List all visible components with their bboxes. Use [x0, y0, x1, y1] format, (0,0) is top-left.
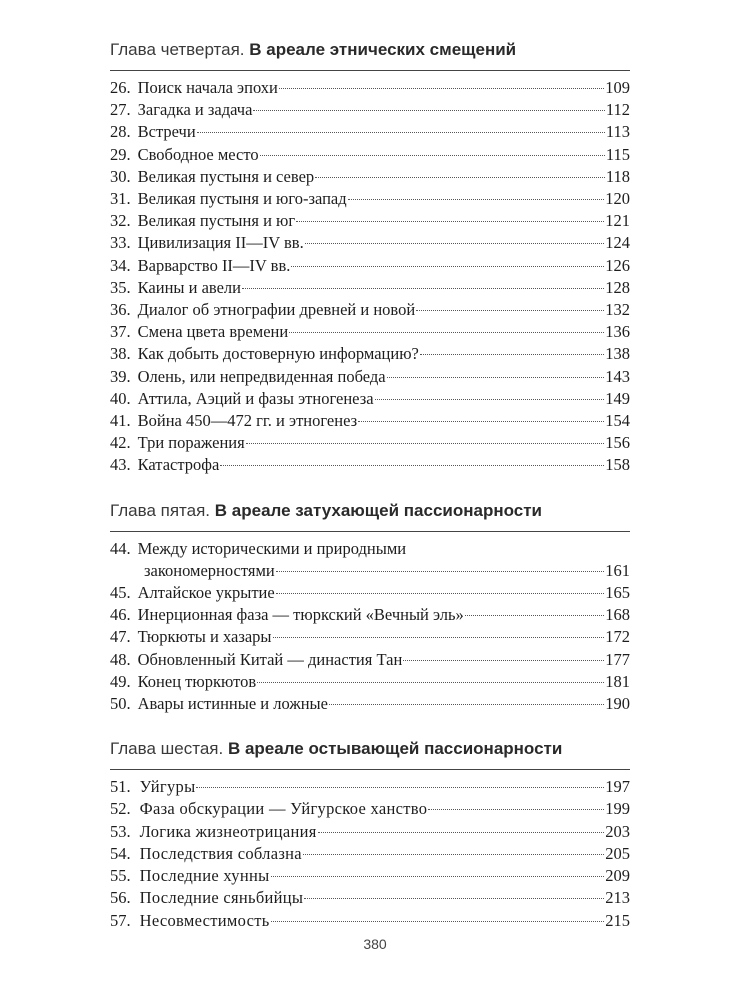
entry-title: Смена цвета времени [137, 322, 289, 342]
toc-entry[interactable] [110, 99, 630, 121]
chapter-heading [110, 739, 630, 770]
toc-entry[interactable] [110, 454, 630, 476]
entry-number: 41. [110, 411, 131, 431]
chapter-title: В ареале этнических смещений [249, 40, 517, 59]
toc-entry[interactable] [110, 166, 630, 188]
entry-page-number: 213 [605, 888, 630, 908]
chapter-prefix: Глава шестая. [110, 739, 224, 759]
entry-number: 33. [110, 233, 131, 253]
entry-title: Великая пустыня и юг [137, 211, 296, 231]
chapter-entries [110, 538, 630, 716]
toc-entry[interactable] [110, 299, 630, 321]
dot-leader [348, 199, 605, 200]
entry-number: 32. [110, 211, 131, 231]
entry-number: 48. [110, 649, 131, 669]
entry-number: 35. [110, 277, 131, 297]
dot-leader [273, 637, 605, 638]
entry-title: Великая пустыня и юго-запад [137, 189, 347, 209]
entry-number: 27. [110, 100, 131, 120]
entry-page-number: 177 [605, 649, 630, 669]
chapter-title: В ареале затухающей пассионарности [214, 500, 543, 520]
dot-leader [465, 615, 604, 616]
dot-leader [276, 571, 605, 572]
entry-title: Аттила, Аэций и фазы этногенеза [137, 388, 374, 408]
toc-entry[interactable] [110, 366, 630, 388]
entry-page-number: 121 [605, 211, 630, 231]
entry-title: Катастрофа [137, 455, 220, 475]
entry-page-number: 112 [605, 100, 630, 120]
entry-number: 31. [110, 189, 131, 209]
entry-number: 52. [110, 799, 131, 819]
dot-leader [296, 221, 604, 222]
entry-page-number: 128 [605, 277, 630, 297]
entry-page-number: 109 [605, 78, 630, 97]
dot-leader [260, 155, 605, 156]
dot-leader [197, 132, 605, 133]
entry-page-number: 168 [605, 605, 630, 625]
toc-entry[interactable] [110, 188, 630, 210]
toc-entry[interactable] [110, 626, 630, 648]
entry-page-number: 205 [605, 843, 630, 863]
toc-entry[interactable] [110, 582, 630, 604]
chapter-prefix: Глава четвертая. [110, 40, 245, 59]
entry-title: Уйгуры [139, 777, 196, 797]
entry-title: Великая пустыня и север [137, 166, 315, 186]
dot-leader [318, 832, 605, 833]
dot-leader [387, 377, 605, 378]
entry-number: 34. [110, 255, 131, 275]
entry-page-number: 158 [605, 455, 630, 475]
entry-page-number: 132 [605, 300, 630, 320]
toc-entry[interactable] [110, 321, 630, 343]
toc-entry[interactable] [110, 865, 630, 887]
dot-leader [329, 704, 604, 705]
toc-entry[interactable] [110, 232, 630, 254]
entry-page-number: 138 [605, 344, 630, 364]
dot-leader [358, 421, 604, 422]
toc-entry[interactable] [110, 210, 630, 232]
entry-number: 46. [110, 605, 131, 625]
table-of-contents [110, 40, 630, 956]
entry-page-number: 143 [605, 366, 630, 386]
chapter-six [110, 739, 630, 931]
entry-page-number: 120 [605, 189, 630, 209]
toc-entry[interactable] [110, 821, 630, 843]
toc-entry[interactable] [110, 671, 630, 693]
entry-number: 47. [110, 627, 131, 647]
toc-entry[interactable] [110, 910, 630, 932]
dot-leader [196, 787, 604, 788]
entry-page-number: 115 [605, 144, 630, 164]
entry-number: 26. [110, 78, 131, 97]
entry-page-number: 161 [605, 560, 630, 580]
entry-number: 40. [110, 388, 131, 408]
toc-entry[interactable] [110, 77, 630, 99]
dot-leader [420, 354, 604, 355]
entry-title: Как добыть достоверную информацию? [137, 344, 419, 364]
entry-title: Конец тюркютов [137, 671, 257, 691]
dot-leader [304, 898, 604, 899]
entry-number: 51. [110, 777, 131, 797]
dot-leader [305, 243, 605, 244]
entry-title: Последствия соблазна [139, 843, 302, 863]
toc-entry[interactable] [110, 144, 630, 166]
entry-title: Логика жизнеотрицания [139, 821, 317, 841]
entry-page-number: 124 [605, 233, 630, 253]
entry-title: Три поражения [137, 433, 245, 453]
entry-title: Каины и авели [137, 277, 241, 297]
chapter-title: В ареале остывающей пассионарности [227, 739, 563, 759]
entry-page-number: 215 [605, 910, 630, 930]
entry-number: 53. [110, 821, 131, 841]
entry-title: Алтайское укрытие [137, 583, 275, 603]
entry-title: Авары истинные и ложные [137, 694, 328, 714]
chapter-heading [110, 501, 630, 532]
entry-number: 29. [110, 144, 131, 164]
chapter-prefix: Глава пятая. [110, 500, 211, 520]
toc-entry[interactable] [110, 432, 630, 454]
entry-title: Тюркюты и хазары [137, 627, 272, 647]
entry-title: Цивилизация II—IV вв. [137, 233, 304, 253]
toc-entry[interactable] [110, 388, 630, 410]
entry-page-number: 209 [605, 866, 630, 886]
entry-page-number: 197 [605, 777, 630, 797]
toc-entry[interactable] [110, 538, 630, 582]
dot-leader [279, 88, 604, 89]
dot-leader [271, 876, 605, 877]
toc-entry[interactable] [110, 798, 630, 820]
dot-leader [315, 177, 605, 178]
entry-number: 56. [110, 888, 131, 908]
page-number: 380 [363, 936, 387, 952]
entry-number: 45. [110, 583, 131, 603]
entry-title: Свободное место [137, 144, 259, 164]
entry-number: 38. [110, 344, 131, 364]
chapter-five [110, 501, 630, 716]
entry-title: Война 450—472 гг. и этногенез [137, 411, 358, 431]
dot-leader [220, 465, 604, 466]
dot-leader [291, 266, 604, 267]
entry-page-number: 156 [605, 433, 630, 453]
toc-entry[interactable] [110, 121, 630, 143]
dot-leader [428, 809, 604, 810]
entry-title: Варварство II—IV вв. [137, 255, 291, 275]
entry-title: Фаза обскурации — Уйгурское ханство [139, 799, 428, 819]
entry-page-number: 190 [605, 694, 630, 714]
entry-title: Обновленный Китай — династия Тан [137, 649, 403, 669]
chapter-four [110, 40, 630, 477]
entry-number: 36. [110, 300, 131, 320]
toc-entry[interactable] [110, 693, 630, 715]
dot-leader [303, 854, 604, 855]
entry-number: 42. [110, 433, 131, 453]
entry-number: 49. [110, 671, 131, 691]
entry-number: 57. [110, 910, 131, 930]
entry-page-number: 181 [605, 671, 630, 691]
entry-number: 55. [110, 866, 131, 886]
toc-entry[interactable] [110, 277, 630, 299]
toc-entry[interactable] [110, 604, 630, 626]
entry-title: Последние сяньбийцы [139, 888, 304, 908]
entry-number: 44. [110, 538, 131, 558]
entry-page-number: 126 [605, 255, 630, 275]
entry-number: 54. [110, 843, 131, 863]
dot-leader [289, 332, 604, 333]
chapter-entries [110, 77, 630, 477]
entry-number: 39. [110, 366, 131, 386]
entry-page-number: 118 [605, 166, 630, 186]
entry-page-number: 199 [605, 799, 630, 819]
dot-leader [257, 682, 604, 683]
entry-number: 50. [110, 694, 131, 714]
entry-page-number: 203 [605, 821, 630, 841]
entry-page-number: 165 [605, 583, 630, 603]
entry-title-continuation: закономерностями [144, 560, 275, 580]
entry-title: Поиск начала эпохи [137, 78, 278, 97]
entry-title: Несовместимость [139, 910, 270, 930]
entry-number: 28. [110, 122, 131, 142]
dot-leader [271, 921, 605, 922]
dot-leader [375, 399, 605, 400]
entry-title: Между историческими и природными [137, 538, 407, 558]
dot-leader [242, 288, 604, 289]
entry-page-number: 136 [605, 322, 630, 342]
dot-leader [253, 110, 604, 111]
entry-title: Диалог об этнографии древней и новой [137, 300, 416, 320]
entry-page-number: 113 [605, 122, 630, 142]
entry-number: 37. [110, 322, 131, 342]
toc-entry[interactable] [110, 776, 630, 798]
entry-title: Загадка и задача [137, 100, 253, 120]
entry-page-number: 154 [605, 411, 630, 431]
toc-entry[interactable] [110, 255, 630, 277]
entry-number: 43. [110, 455, 131, 475]
entry-title: Последние хунны [139, 866, 270, 886]
toc-entry[interactable] [110, 343, 630, 365]
entry-page-number: 149 [605, 388, 630, 408]
entry-page-number: 172 [605, 627, 630, 647]
entry-title: Встречи [137, 122, 196, 142]
dot-leader [246, 443, 605, 444]
toc-entry[interactable] [110, 410, 630, 432]
toc-entry[interactable] [110, 843, 630, 865]
dot-leader [416, 310, 604, 311]
chapter-heading [110, 40, 630, 71]
entry-title: Инерционная фаза — тюркский «Вечный эль» [137, 605, 464, 625]
chapter-entries [110, 776, 630, 931]
toc-entry[interactable] [110, 649, 630, 671]
entry-title: Олень, или непредвиденная победа [137, 366, 386, 386]
dot-leader [276, 593, 605, 594]
toc-entry[interactable] [110, 887, 630, 909]
dot-leader [403, 660, 604, 661]
entry-number: 30. [110, 166, 131, 186]
